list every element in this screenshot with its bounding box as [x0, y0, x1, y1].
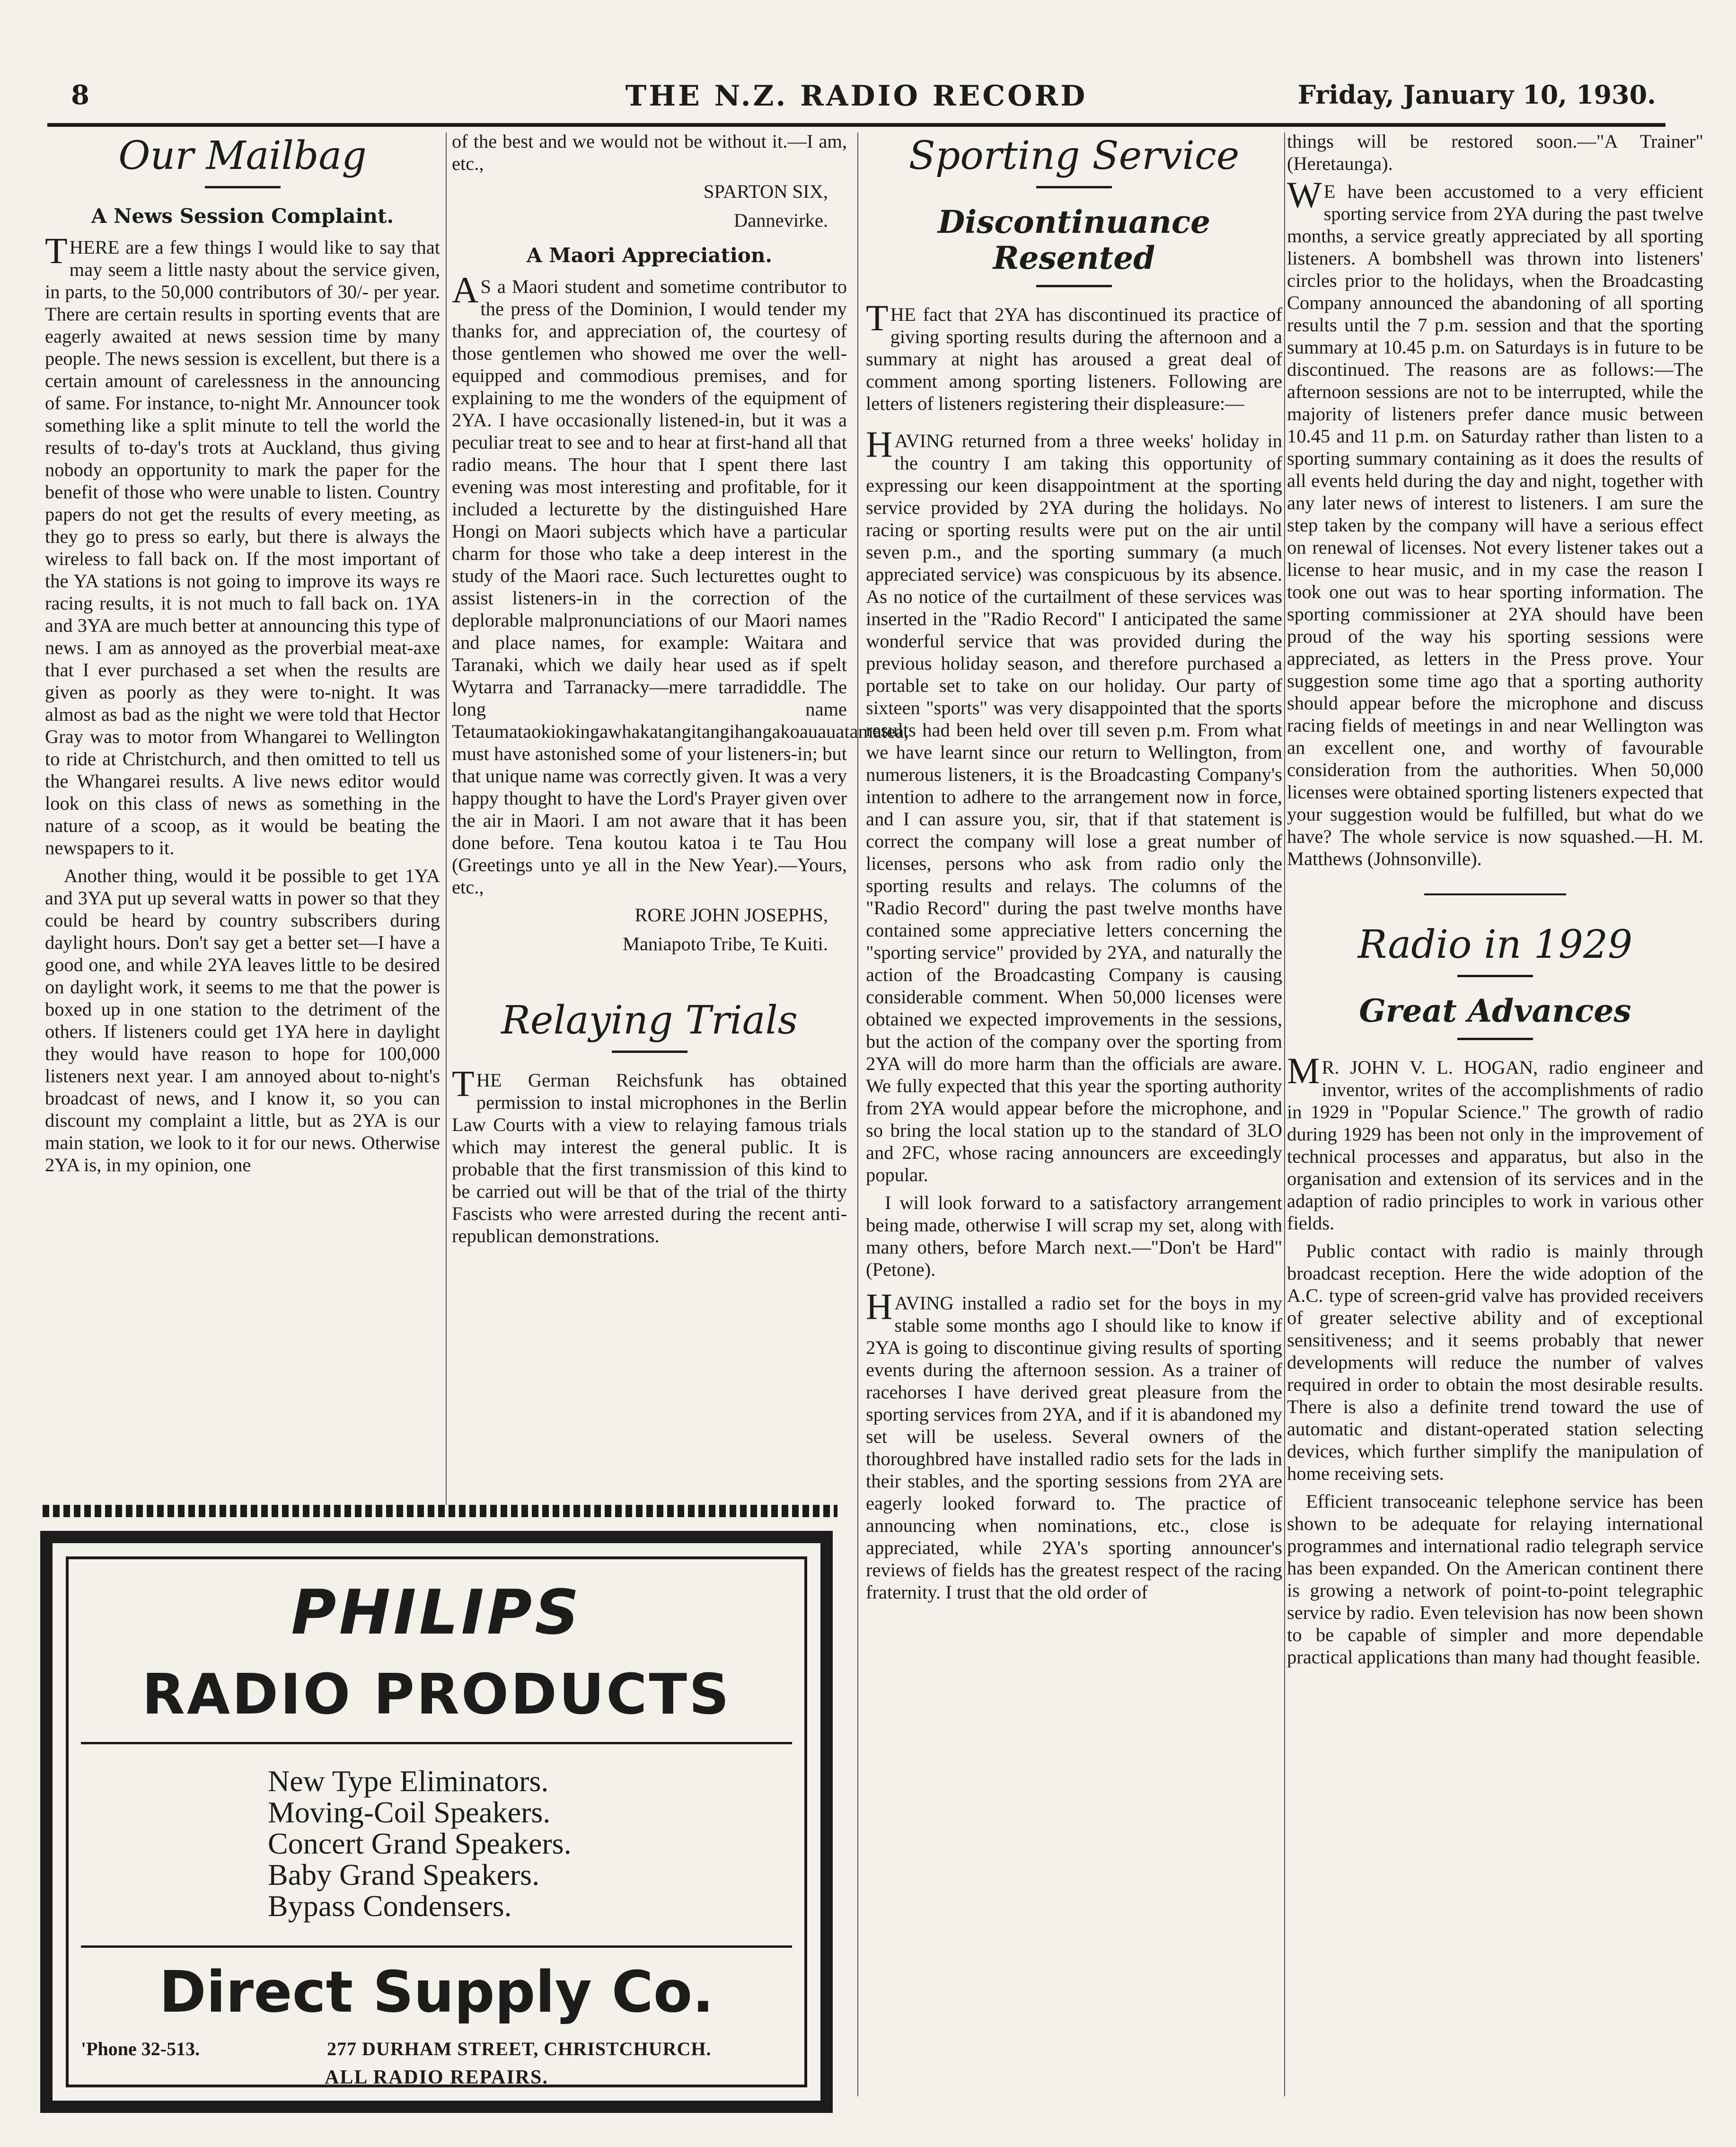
ad-subtitle: RADIO PRODUCTS — [142, 1661, 731, 1727]
drop-cap: T — [452, 1063, 475, 1104]
column-rule — [857, 133, 858, 2096]
mailbag-title: Our Mailbag — [118, 133, 367, 178]
ad-product-item: Bypass Condensers. — [268, 1889, 512, 1923]
letter-signature: SPARTON SIX, — [703, 181, 828, 202]
article-paragraph: Public contact with radio is mainly through broadcast reception. Here the wide adoption of the A.C. type of screen-grid valve has provided receivers of greater selective ability and of exceptional sensitiveness; and it seems probably that newer developments will reduce the number of valves required in order to obtain the most desirable results. There is also a definite trend toward the use of automatic and distant-operated station selecting devices, which further simplify the manipulation of home receiving sets. — [1287, 1240, 1703, 1484]
letter-heading: A News Session Complaint. — [91, 204, 394, 228]
article-paragraph: Efficient transoceanic telephone service has been shown to be adequate for relaying international programmes and international radio telegraph service has been expanded. On the American continent there is growing a network of point-to-point telegraphic service by radio. Even television has now been shown to be capable of simpler and more dependable practical applications than many had thought feasible. — [1287, 1491, 1703, 1668]
letter-paragraph: HAVING returned from a three weeks' holiday in the country I am taking this opportunity of expressing our keen disappointment at the sporting service provided by 2YA during the holidays. No racing or sporting results were put on the air until seven p.m., and the sporting summary (a much appreciated service) was conspicuous by its absence. As no notice of the curtailment of these services was inserted in the "Radio Record" I anticipated the same wonderful service that was provided during the previous holiday season, and therefore purchased a portable set to take on our holiday. Our party of sixteen "sports" was very disappointed that the sports results had been held over till seven p.m. From what we have learnt since our return to Wellington, from numerous listeners, it is the Broadcasting Company's intention to adhere to the arrangement now in force, and I can assure you, sir, that if that statement is correct the company will lose a great number of licenses, persons who ask from radio only the sporting results and relays. The columns of the "Radio Record" during the past twelve months have contained some appreciative letters concerning the "sporting service" provided by 2YA, and naturally the action of the Broadcasting Company is causing considerable comment. When 50,000 licenses were obtained we expected improvements in the sessions, but the action of the company over the sporting from 2YA will do more harm than the officials are aware. We fully expected that this year the sporting authority from 2YA would appear before the microphone, and so bring the local station up to the standard of 3LO and 2FC, whose racing announcers are exceedingly popular. — [866, 423, 1282, 1185]
column-rule — [446, 133, 447, 1505]
title-rule — [205, 186, 281, 188]
drop-cap: H — [866, 1285, 893, 1327]
radio1929-title: Radio in 1929 — [1357, 922, 1633, 967]
ad-product-item: Concert Grand Speakers. — [268, 1827, 572, 1860]
drop-cap: T — [45, 230, 68, 272]
column-3 — [866, 130, 1282, 1609]
ad-repairs: ALL RADIO REPAIRS. — [325, 2067, 548, 2088]
masthead — [47, 71, 1666, 127]
letter-signature: RORE JOHN JOSEPHS, — [634, 904, 828, 926]
relaying-title: Relaying Trials — [501, 998, 798, 1043]
ad-product-list — [268, 1766, 572, 1922]
issue-date: Friday, January 10, 1930. — [1297, 80, 1656, 110]
column-2 — [452, 130, 909, 1253]
letter-paragraph: THERE are a few things I would like to say that may seem a little nasty about the service given, in parts, to the 50,000 contributors of 30/- per year. There are certain results in sporting events that are eagerly awaited at news session time by many people. The news session is excellent, but there is a certain amount of carelessness in the announcing of same. For instance, to-night Mr. Announcer took something like a split minute to tell the world the results of to-day's trots at Auckland, thus giving nobody an opportunity to mark the paper for the benefit of those who were unable to listen. Country papers do not get the results of every meeting, as they go to press so early, but there is always the wireless to fall back on. If the most important of the YA stations is not going to improve its ways re racing results, it is not much to fall back on. 1YA and 3YA are much better at announcing this type of news. I am as annoyed as the proverbial meat-axe that I ever purchased a set when the results are given as poorly as they were to-night. It was almost as bad as the night we were told that Hector Gray was to motor from Whangarei to Wellington to ride at Christchurch, and then omitted to tell us the Whangarei results. A live news editor would look on this class of news as something in the nature of a scoop, as it would be beating the newspapers to it. — [45, 230, 440, 859]
letter-paragraph: of the best and we would not be without it.—I am, etc., — [452, 131, 847, 174]
column-4 — [1287, 130, 1703, 1674]
philips-advertisement — [40, 1531, 833, 2113]
column-rule — [1284, 133, 1285, 2096]
ad-rule — [81, 1945, 792, 1948]
ad-phone: 'Phone 32-513. — [81, 2038, 200, 2059]
ad-product-item: New Type Eliminators. — [268, 1764, 549, 1798]
ad-product-item: Moving-Coil Speakers. — [268, 1795, 551, 1829]
ad-rule — [81, 1742, 792, 1744]
drop-cap: M — [1287, 1050, 1320, 1092]
ad-brand: PHILIPS — [291, 1576, 582, 1648]
letter-signature: Maniapoto Tribe, Te Kuiti. — [622, 933, 828, 954]
radio1929-subtitle: Great Advances — [1359, 992, 1631, 1030]
letter-paragraph: A S a Maori student and sometime contributor to the press of the Dominion, I would tender my thanks for, and appreciation of, the courtesy of those gentlemen who showed me over the well-equipped and commodious premises, and for explaining to me the wonders of the equipment of 2YA. I have occasionally listened-in, but it was a peculiar treat to see and to hear at first-hand all that radio means. The hour that I spent there last evening was most interesting and profitable, for it included a lecturette by the distinguished Hare Hongi on Maori subjects which have a particular charm for those who take a deep interest in the study of the Maori race. Such lecturettes ought to assist listeners-in in the correction of the deplorable malpronunciations of our Maori names and place names, for example: Waitara and Taranaki, which we daily hear used as if spelt Wytarra and Tarranacky—mere tarradiddle. The long name Tetaumataokiokingawhakatangitangihangakoauauatamatea, must have astonished some of your listeners-in; but that unique name was correctly given. It was a very happy thought to have the Lord's Prayer given over the air in Maori. I am not aware that it has been done before. Tena koutou katoa i te Tau Hou (Greetings unto ye all in the New Year).—Yours, etc., — [452, 269, 909, 898]
letter-paragraph: W E have been accustomed to a very efficient sporting service from 2YA during the past twelve months, a service greatly appreciated by all sporting listeners. A bombshell was thrown into listeners' circles prior to the holidays, when the Broadcasting Company announced the abandoning of all sporting results until the 7 p.m. session and that the sporting summary at 10.45 p.m. on Saturdays is in future to be discontinued. The reasons are as follows:—The afternoon sessions are not to be interrupted, while the majority of listeners prefer dance music between 10.45 and 11 p.m. on Saturday rather than listen to a sporting summary containing as it does the results of all events held during the day and night, together with any later news of interest to listeners. I am sure the step taken by the company will have a serious effect on renewal of licenses. Not every listener takes out a license to hear music, and in my case the reason I took one out was to hear sporting information. The sporting commissioner at 2YA should have been proud of the way his sporting sessions were appreciated, as letters in the Press prove. Your suggestion some time ago that a sporting authority should appear before the microphone and discuss racing fields of meetings in and near Wellington was an excellent one, and worthy of favourable consideration from the authorities. When 50,000 licenses were obtained sporting listeners expected that your suggestion would be fulfilled, but what do we have? The whole service is now squashed.—H. M. Matthews (Johnsonville). — [1287, 174, 1703, 869]
letter-paragraph: HAVING installed a radio set for the boys in my stable some months ago I should like to know if 2YA is going to discontinue giving results of sporting events during the afternoon session. As a trainer of racehorses I have derived great pleasure from the sporting services from 2YA, and if it is abandoned my set will be useless. Several owners of the thoroughbred have installed radio sets for the lads in their stables, and the sporting sessions from 2YA are eagerly looked forward to. The practice of announcing when nominations, etc., close is appreciated, while 2YA's sporting announcer's reviews of fields has the greatest respect of the racing fraternity. I trust that the old order of — [866, 1285, 1282, 1603]
drop-cap: H — [866, 423, 893, 465]
page-number: 8 — [71, 80, 89, 111]
title-rule — [1457, 1038, 1533, 1040]
letter-paragraph: Another thing, would it be possible to get 1YA and 3YA put up several watts in power so that they could be heard by country subscribers during daylight hours. Don't say get a better set—I have a good one, and while 2YA leaves little to be desired on daylight work, it seems to me that the power is boxed up in one station to the detriment of the others. If listeners could get 1YA here in daylight they would have reason to hope for 100,000 listeners next year. I am annoyed about to-night's broadcast of news, and I know it, so you can discount my complaint a little, but as 2YA is our main station, we look to it for our news. Otherwise 2YA is, in my opinion, one — [45, 865, 440, 1176]
ad-address: 277 DURHAM STREET, CHRISTCHURCH. — [327, 2038, 712, 2059]
letter-heading: A Maori Appreciation. — [526, 244, 773, 267]
publication-title: THE N.Z. RADIO RECORD — [625, 80, 1088, 113]
title-rule — [1036, 285, 1112, 287]
sporting-subtitle: Discontinuance Resented — [937, 203, 1211, 277]
title-rule — [1457, 975, 1533, 977]
title-rule — [1036, 186, 1112, 188]
ad-product-item: Baby Grand Speakers. — [268, 1858, 540, 1891]
title-rule — [612, 1051, 687, 1053]
article-paragraph: THE fact that 2YA has discontinued its practice of giving sporting results during the afternoon and a summary at night has aroused a great deal of comment among sporting listeners. Following are letters of listeners registering their displeasure:— — [866, 297, 1282, 414]
column-1 — [45, 130, 440, 1182]
article-paragraph: THE German Reichsfunk has obtained permission to instal microphones in the Berlin Law Courts with a view to relaying famous trials which may interest the general public. It is probable that the first transmission of this kind to be carried out will be that of the trial of the thirty Fascists who were arrested during the recent anti-republican demonstrations. — [452, 1063, 847, 1247]
drop-cap: A — [452, 269, 479, 310]
drop-cap: W — [1287, 174, 1322, 215]
section-end-rule — [1424, 893, 1566, 895]
letter-paragraph: things will be restored soon.—"A Trainer" (Heretaunga). — [1287, 131, 1703, 174]
letter-signature: Dannevirke. — [733, 210, 828, 231]
ad-company: Direct Supply Co. — [159, 1960, 714, 2025]
sporting-title: Sporting Service — [908, 133, 1240, 178]
decorative-divider — [43, 1505, 837, 1517]
drop-cap: T — [866, 297, 889, 338]
letter-paragraph: I will look forward to a satisfactory arrangement being made, otherwise I will scrap my set, along with many others, before March next.—"Don't be Hard" (Petone). — [866, 1192, 1282, 1280]
article-paragraph: M R. JOHN V. L. HOGAN, radio engineer and inventor, writes of the accomplishments of radio in 1929 in "Popular Science." The growth of radio during 1929 has been not only in the improvement of technical processes and apparatus, but also in the organisation and extension of its services and in the adaption of radio principles to work in various other fields. — [1287, 1050, 1703, 1234]
